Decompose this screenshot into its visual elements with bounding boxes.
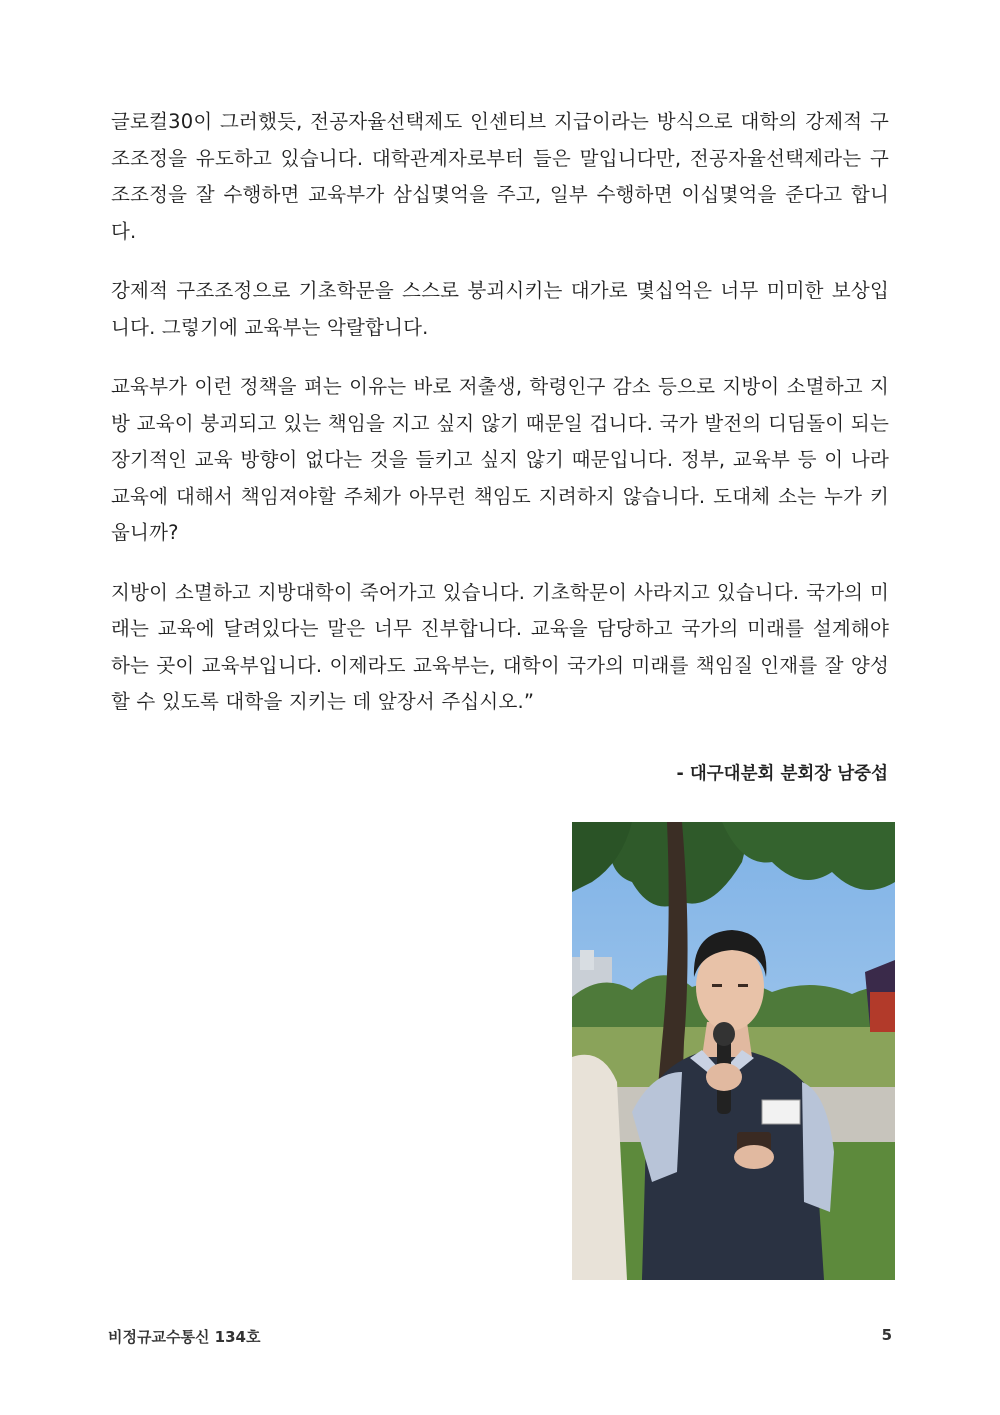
article-body [111, 104, 889, 744]
page-number: 5 [881, 1326, 892, 1344]
speaker-photo [572, 822, 895, 1280]
paragraph-2: 강제적 구조조정으로 기초학문을 스스로 붕괴시키는 대가로 몇십억은 너무 미미한 보상입니다. 그렇기에 교육부는 악랄합니다. [111, 279, 889, 339]
paragraph-1: 글로컬30이 그러했듯, 전공자율선택제도 인센티브 지급이라는 방식으로 대학의 강제적 구조조정을 유도하고 있습니다. 대학관계자로부터 들은 말입니다만, 전공자율선택제라는 구조조정을 잘 수행하면 교육부가 삼십몇억을 주고, 일부 수행하면 이십몇억을 준다고 합니다. [111, 110, 889, 243]
paragraph-3: 교육부가 이런 정책을 펴는 이유는 바로 저출생, 학령인구 감소 등으로 지방이 소멸하고 지방 교육이 붕괴되고 있는 책임을 지고 싶지 않기 때문일 겁니다. 국가 발전의 디딤돌이 되는 장기적인 교육 방향이 없다는 것을 들키고 싶지 않기 때문입니다. 정부, 교육부 등 이 나라 교육에 대해서 책임져야할 주체가 아무런 책임도 지려하지 않습니다. 도대체 소는 누가 키웁니까? [111, 375, 889, 544]
quote-attribution: - 대구대분회 분회장 남중섭 [676, 764, 888, 784]
publication-title: 비정규교수통신 134호 [108, 1328, 261, 1346]
paragraph-4: 지방이 소멸하고 지방대학이 죽어가고 있습니다. 기초학문이 사라지고 있습니다. 국가의 미래는 교육에 달려있다는 말은 너무 진부합니다. 교육을 담당하고 국가의 미래를 설계해야 하는 곳이 교육부입니다. 이제라도 교육부는, 대학이 국가의 미래를 책임질 인재를 잘 양성할 수 있도록 대학을 지키는 데 앞장서 주십시오.” [111, 580, 889, 713]
